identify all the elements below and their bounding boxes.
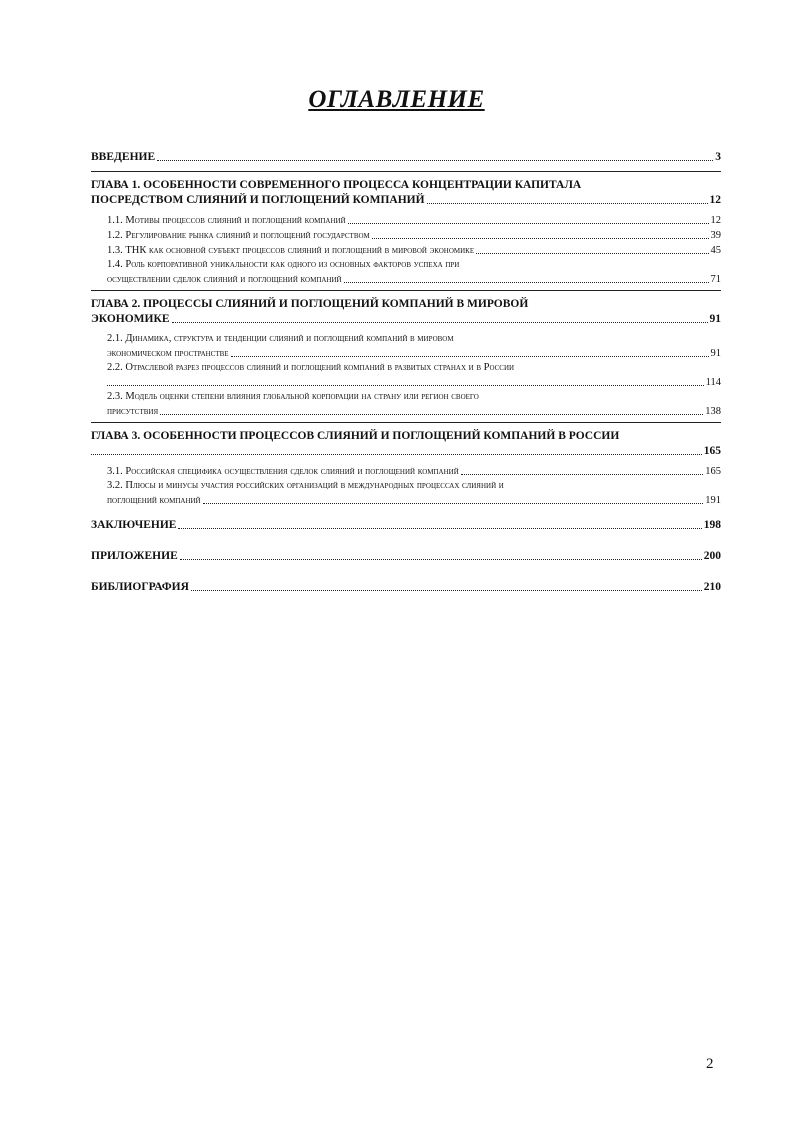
toc-page: 91 [710,348,721,359]
dot-leader [180,559,702,560]
dot-leader [344,282,709,283]
dot-leader [348,223,709,224]
toc-entry-1-3[interactable] [107,243,721,258]
toc-page: 114 [705,377,721,388]
toc-page: 200 [703,550,721,562]
toc-entry-1-4-line-1[interactable]: 1.4. Роль корпоративной уникальности как одного из основных факторов успеха при [107,259,460,270]
toc-entry-2-2-line-1[interactable]: 2.2. Отраслевой разрез процессов слияний и поглощений компаний в развитых странах и в России [107,362,515,373]
dot-leader [203,503,704,504]
dot-leader [476,253,708,254]
toc-page: 165 [705,466,721,477]
toc-page: 165 [703,445,721,457]
page-number: 2 [706,1056,714,1072]
toc-entry-1-1[interactable] [107,213,721,228]
toc-entry-3-1[interactable] [107,464,721,479]
toc-page: 198 [703,519,721,531]
toc-entry-2-1[interactable] [107,346,721,361]
dot-leader [372,238,709,239]
toc-entry-2-3[interactable] [107,404,721,419]
toc-entry-bibliography[interactable] [91,580,721,595]
chapter-1-title-line-1[interactable]: ГЛАВА 1. ОСОБЕННОСТИ СОВРЕМЕННОГО ПРОЦЕССА КОНЦЕНТРАЦИИ КАПИТАЛА [91,179,582,191]
toc-label: поглощений компаний [107,495,201,506]
toc-label: 1.1. Мотивы процессов слияний и поглощений компаний [107,215,346,226]
toc-entry-2-2[interactable] [107,375,721,390]
dot-leader [107,385,704,386]
dot-leader [160,414,703,415]
toc-page: 12 [709,194,721,206]
chapter-1-title-line-2: ПОСРЕДСТВОМ СЛИЯНИЙ И ПОГЛОЩЕНИЙ КОМПАНИЙ [91,194,425,206]
dot-leader [91,454,702,455]
toc-entry-1-4[interactable] [107,272,721,287]
toc-page: 12 [710,215,721,226]
toc-page: 138 [705,406,721,417]
toc-entry-1-2[interactable] [107,228,721,243]
divider [91,171,721,172]
toc-entry-2-3-line-1[interactable]: 2.3. Модель оценки степени влияния глобальной корпорации на страну или регион своего [107,391,479,402]
toc-page: 91 [709,313,721,325]
toc-entry-chapter-1[interactable] [91,193,721,208]
toc-label: осуществлении сделок слияний и поглощений компаний [107,274,342,285]
toc-label: экономическом пространстве [107,348,229,359]
chapter-2-title-line-2: ЭКОНОМИКЕ [91,313,170,325]
toc-entry-3-2-line-1[interactable]: 3.2. Плюсы и минусы участия российских организаций в международных процессах слияний и [107,480,504,491]
toc-page: 71 [710,274,721,285]
toc-label: присутствия [107,406,159,417]
dot-leader [172,322,708,323]
toc-label: 3.1. Российская специфика осуществления сделок слияний и поглощений компаний [107,466,459,477]
toc-entry-conclusion[interactable] [91,518,721,533]
toc-entry-chapter-3[interactable] [91,444,721,459]
toc-entry-2-1-line-1[interactable]: 2.1. Динамика, структура и тенденции слияний и поглощений компаний в мировом [107,333,454,344]
dot-leader [461,474,704,475]
toc-entry-chapter-2[interactable] [91,312,721,327]
chapter-3-title-line-1[interactable]: ГЛАВА 3. ОСОБЕННОСТИ ПРОЦЕССОВ СЛИЯНИЙ И ПОГЛОЩЕНИЙ КОМПАНИЙ В РОССИИ [91,430,620,442]
dot-leader [178,528,701,529]
toc-entry-appendix[interactable] [91,549,721,564]
page-title: ОГЛАВЛЕНИЕ [308,86,485,113]
toc-label: БИБЛИОГРАФИЯ [91,581,189,593]
toc-page: 3 [715,151,721,163]
toc-page: 191 [705,495,721,506]
toc-label: ВВЕДЕНИЕ [91,151,156,163]
toc-label: ПРИЛОЖЕНИЕ [91,550,178,562]
toc-page: 39 [710,230,721,241]
toc-label: 1.3. ТНК как основной субъект процессов слияний и поглощений в мировой экономике [107,245,475,256]
chapter-2-title-line-1[interactable]: ГЛАВА 2. ПРОЦЕССЫ СЛИЯНИЙ И ПОГЛОЩЕНИЙ КОМПАНИЙ В МИРОВОЙ [91,298,529,310]
dot-leader [231,356,709,357]
dot-leader [191,590,702,591]
dot-leader [157,160,713,161]
toc-label: 1.2. Регулирование рынка слияний и поглощений государством [107,230,370,241]
toc-page: 210 [703,581,721,593]
table-of-contents [91,150,721,595]
divider [91,422,721,423]
toc-entry-3-2[interactable] [107,493,721,508]
dot-leader [427,203,708,204]
toc-page: 45 [710,245,721,256]
toc-label: ЗАКЛЮЧЕНИЕ [91,519,177,531]
divider [91,290,721,291]
toc-entry-intro[interactable] [91,150,721,165]
